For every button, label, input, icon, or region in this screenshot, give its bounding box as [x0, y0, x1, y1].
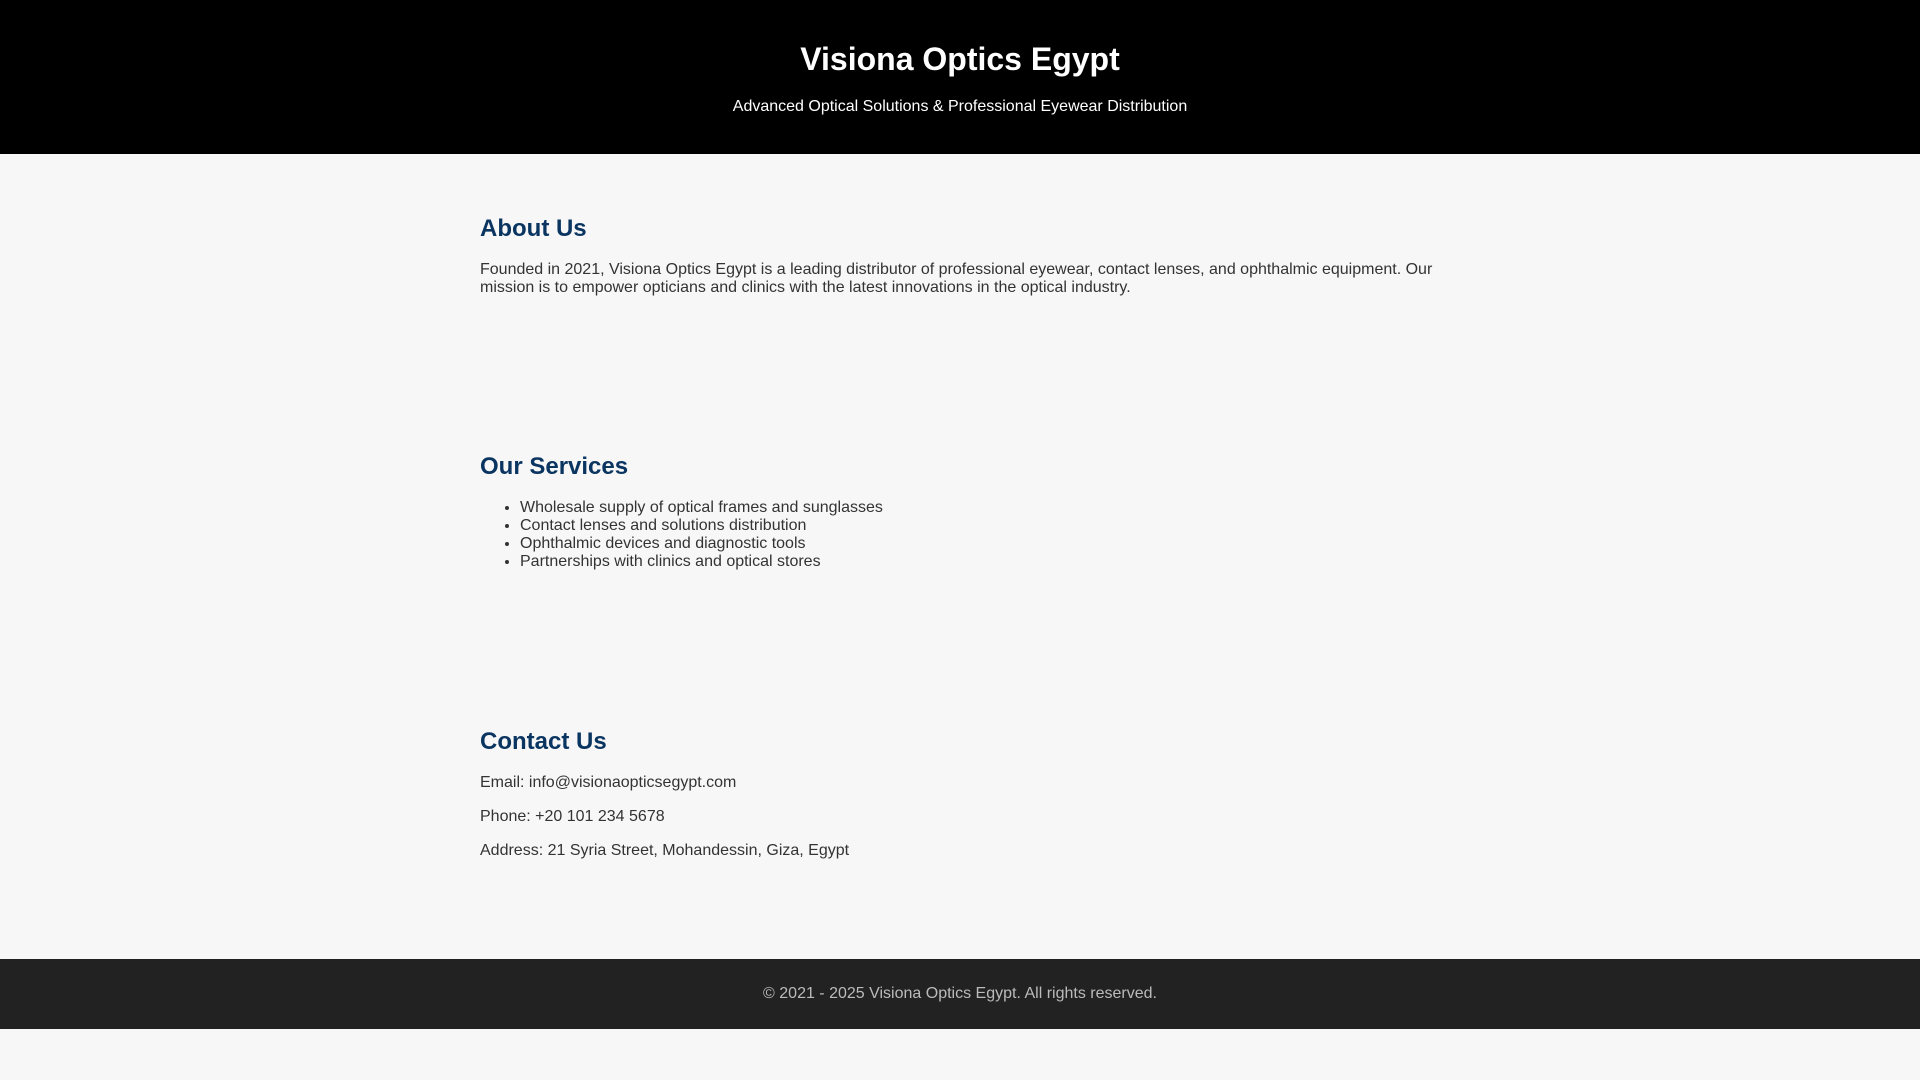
about-heading: About Us [480, 215, 587, 242]
contact-email[interactable]: Email: info@visionaopticsegypt.com [480, 774, 737, 791]
service-item: • Wholesale supply of optical frames and sunglasses [520, 499, 1440, 517]
about-section [480, 154, 1440, 394]
contact-section [480, 727, 1440, 876]
copyright-text: © 2021 - 2025 Visiona Optics Egypt. All rights reserved. [763, 985, 1157, 1002]
services-section [480, 452, 1440, 571]
contact-address: Address: 21 Syria Street, Mohandessin, Giza, Egypt [480, 842, 850, 859]
about-text: Founded in 2021, Visiona Optics Egypt is a leading distributor of professional eyewear, contact lenses, and ophthalmic equipment. Our mission is to empower opticians and clinics with the latest innovations in the optical industry. [480, 261, 1433, 296]
site-header [0, 0, 1920, 154]
contact-phone[interactable]: Phone: +20 101 234 5678 [480, 808, 665, 825]
site-tagline: Advanced Optical Solutions & Professional Eyewear Distribution [732, 98, 1188, 115]
service-item: • Ophthalmic devices and diagnostic tools [520, 535, 1440, 553]
services-list [480, 499, 1440, 571]
site-title: Visiona Optics Egypt [800, 41, 1120, 77]
service-item: • Contact lenses and solutions distribution [520, 517, 1440, 535]
services-heading: Our Services [480, 453, 629, 480]
service-item: • Partnerships with clinics and optical stores [520, 553, 1440, 571]
main-content [480, 154, 1440, 394]
contact-heading: Contact Us [480, 728, 607, 755]
site-footer [0, 959, 1920, 1029]
